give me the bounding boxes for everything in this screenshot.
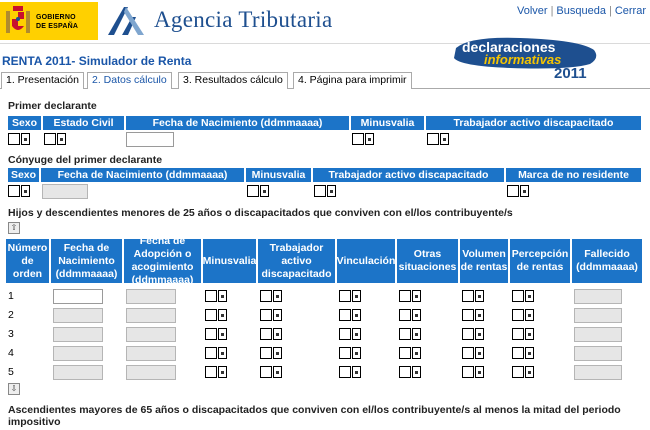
page-title: RENTA 2011- Simulador de Renta <box>2 54 192 68</box>
conyuge-no-residente-header: Marca de no residente <box>506 168 641 182</box>
hijo-percepcion-dropdown-icon[interactable] <box>525 328 534 340</box>
link-separator: | <box>550 5 554 17</box>
hijo-percepcion-dropdown-icon[interactable] <box>525 347 534 359</box>
conyuge-minusvalia-select[interactable] <box>247 185 259 197</box>
hijo-vinculacion-select[interactable] <box>339 290 351 302</box>
hijo-fecha-nac-input[interactable] <box>53 308 103 323</box>
primer-fecha-input[interactable] <box>126 132 174 147</box>
hijos-fecha-adopcion-header: Fecha de Adopción o acogimiento (ddmmaaaa) <box>124 239 202 283</box>
hijo-volumen-dropdown-icon[interactable] <box>475 290 484 302</box>
hijo-fecha-adopcion-input[interactable] <box>126 308 176 323</box>
hijos-scroll-down-icon[interactable]: ⇩ <box>8 383 20 395</box>
conyuge-no-residente-select[interactable] <box>507 185 519 197</box>
tab-datos-calculo[interactable]: 2. Datos cálculo <box>87 72 172 89</box>
conyuge-trabajador-dropdown-icon[interactable] <box>327 185 336 197</box>
primer-trabajador-dropdown-icon[interactable] <box>440 133 449 145</box>
table-row-number: 1 <box>8 290 14 302</box>
datos-calculo-panel <box>0 94 650 430</box>
link-separator: | <box>608 5 612 17</box>
gobierno-text <box>36 13 78 31</box>
hijo-minusvalia-dropdown-icon[interactable] <box>218 366 227 378</box>
hijo-volumen-select[interactable] <box>462 347 474 359</box>
hijos-percepcion-header: Percepción de rentas <box>510 239 571 283</box>
hijo-minusvalia-select[interactable] <box>205 290 217 302</box>
hijos-minusvalia-header: Minusvalia <box>203 239 257 283</box>
hijo-fecha-adopcion-input[interactable] <box>126 365 176 380</box>
hijo-vinculacion-dropdown-icon[interactable] <box>352 309 361 321</box>
hijo-trabajador-select[interactable] <box>260 328 272 340</box>
hijo-vinculacion-select[interactable] <box>339 309 351 321</box>
logo-line2: informativas <box>484 52 562 67</box>
conyuge-no-residente-dropdown-icon[interactable] <box>520 185 529 197</box>
conyuge-trabajador-header: Trabajador activo discapacitado <box>313 168 505 182</box>
conyuge-minusvalia-dropdown-icon[interactable] <box>260 185 269 197</box>
hijo-fallecido-input[interactable] <box>574 346 622 361</box>
hijo-otras-select[interactable] <box>399 366 411 378</box>
hijo-volumen-dropdown-icon[interactable] <box>475 366 484 378</box>
primer-minusvalia-select[interactable] <box>352 133 364 145</box>
conyuge-fecha-input[interactable] <box>42 184 88 199</box>
hijo-percepcion-dropdown-icon[interactable] <box>525 366 534 378</box>
hijo-vinculacion-dropdown-icon[interactable] <box>352 328 361 340</box>
hijo-minusvalia-dropdown-icon[interactable] <box>218 347 227 359</box>
primer-minusvalia-header: Minusvalia <box>351 116 425 130</box>
hijos-trabajador-header: Trabajador activo discapacitado <box>258 239 336 283</box>
conyuge-sexo-header: Sexo <box>8 168 40 182</box>
primer-estado-civil-select[interactable] <box>44 133 56 145</box>
hijo-otras-select[interactable] <box>399 347 411 359</box>
gobierno-logo <box>0 2 98 40</box>
conyuge-title: Cónyuge del primer declarante <box>8 154 163 166</box>
hijo-volumen-select[interactable] <box>462 290 474 302</box>
table-row-number: 2 <box>8 309 14 321</box>
table-row-number: 3 <box>8 328 14 340</box>
coat-of-arms-icon <box>4 5 32 37</box>
hijo-otras-dropdown-icon[interactable] <box>412 328 421 340</box>
hijo-minusvalia-dropdown-icon[interactable] <box>218 328 227 340</box>
hijos-title: Hijos y descendientes menores de 25 años o discapacitados que conviven con el/los contribuyente/s <box>8 207 513 219</box>
hijo-fallecido-input[interactable] <box>574 365 622 380</box>
hijo-vinculacion-dropdown-icon[interactable] <box>352 290 361 302</box>
conyuge-sexo-select[interactable] <box>8 185 20 197</box>
hijo-trabajador-dropdown-icon[interactable] <box>273 328 282 340</box>
hijo-volumen-select[interactable] <box>462 309 474 321</box>
hijo-vinculacion-dropdown-icon[interactable] <box>352 366 361 378</box>
hijo-fecha-adopcion-input[interactable] <box>126 289 176 304</box>
hijo-otras-dropdown-icon[interactable] <box>412 309 421 321</box>
hijo-trabajador-dropdown-icon[interactable] <box>273 366 282 378</box>
hijo-minusvalia-dropdown-icon[interactable] <box>218 309 227 321</box>
primer-fecha-header: Fecha de Nacimiento (ddmmaaaa) <box>126 116 350 130</box>
tab-bar <box>0 72 650 89</box>
hijo-vinculacion-select[interactable] <box>339 347 351 359</box>
hijo-trabajador-select[interactable] <box>260 290 272 302</box>
tab-presentacion[interactable]: 1. Presentación <box>1 72 84 89</box>
primer-estado-civil-header: Estado Civil <box>43 116 125 130</box>
hijo-otras-dropdown-icon[interactable] <box>412 366 421 378</box>
hijo-fallecido-input[interactable] <box>574 308 622 323</box>
logo-year: 2011 <box>554 65 587 80</box>
hijo-fallecido-input[interactable] <box>574 289 622 304</box>
primer-trabajador-select[interactable] <box>427 133 439 145</box>
hijo-trabajador-select[interactable] <box>260 347 272 359</box>
hijo-percepcion-select[interactable] <box>512 347 524 359</box>
hijos-fallecido-header: Fallecido (ddmmaaaa) <box>572 239 642 283</box>
hijo-minusvalia-select[interactable] <box>205 309 217 321</box>
hijo-vinculacion-dropdown-icon[interactable] <box>352 347 361 359</box>
hijo-fallecido-input[interactable] <box>574 327 622 342</box>
hijo-percepcion-dropdown-icon[interactable] <box>525 309 534 321</box>
volver-link[interactable]: Volver <box>516 5 548 17</box>
primer-sexo-dropdown-icon[interactable] <box>21 133 30 145</box>
primer-sexo-select[interactable] <box>8 133 20 145</box>
hijo-volumen-select[interactable] <box>462 366 474 378</box>
logo-line1: declaraciones <box>462 39 556 55</box>
hijo-vinculacion-select[interactable] <box>339 328 351 340</box>
primer-trabajador-header: Trabajador activo discapacitado <box>426 116 641 130</box>
hijo-fecha-adopcion-input[interactable] <box>126 327 176 342</box>
hijo-fecha-nac-input[interactable] <box>53 289 103 304</box>
table-row-number: 5 <box>8 366 14 378</box>
conyuge-trabajador-select[interactable] <box>314 185 326 197</box>
tab-pagina-imprimir[interactable]: 4. Página para imprimir <box>293 72 412 89</box>
hijo-percepcion-dropdown-icon[interactable] <box>525 290 534 302</box>
agency-title: Agencia Tributaria <box>154 7 333 32</box>
conyuge-fecha-header: Fecha de Nacimiento (ddmmaaaa) <box>41 168 245 182</box>
hijo-fecha-nac-input[interactable] <box>53 327 103 342</box>
busqueda-link[interactable]: Busqueda <box>556 5 606 17</box>
primer-declarante-title: Primer declarante <box>8 100 97 112</box>
hijo-trabajador-select[interactable] <box>260 309 272 321</box>
hijos-fecha-nac-header: Fecha de Nacimiento (ddmmaaaa) <box>51 239 123 283</box>
hijos-scroll-up-icon[interactable]: ⇧ <box>8 222 20 234</box>
hijos-orden-header: Número de orden <box>6 239 50 283</box>
hijo-percepcion-select[interactable] <box>512 290 524 302</box>
cerrar-link[interactable]: Cerrar <box>614 5 646 17</box>
hijo-trabajador-dropdown-icon[interactable] <box>273 347 282 359</box>
hijo-otras-dropdown-icon[interactable] <box>412 347 421 359</box>
gov-line2: DE ESPAÑA <box>36 23 79 30</box>
hijo-volumen-dropdown-icon[interactable] <box>475 347 484 359</box>
hijo-vinculacion-select[interactable] <box>339 366 351 378</box>
hijo-minusvalia-dropdown-icon[interactable] <box>218 290 227 302</box>
hijo-fecha-adopcion-input[interactable] <box>126 346 176 361</box>
ascendientes-title: Ascendientes mayores de 65 años o discapacitados que conviven con el/los contribuyente/s al menos la mitad del periodo impositivo <box>8 404 621 428</box>
top-links <box>517 5 646 17</box>
hijo-trabajador-dropdown-icon[interactable] <box>273 290 282 302</box>
hijos-vinculacion-header: Vinculación <box>337 239 396 283</box>
hijo-percepcion-select[interactable] <box>512 328 524 340</box>
conyuge-sexo-dropdown-icon[interactable] <box>21 185 30 197</box>
hijo-volumen-dropdown-icon[interactable] <box>475 309 484 321</box>
hijo-otras-select[interactable] <box>399 328 411 340</box>
hijo-otras-select[interactable] <box>399 309 411 321</box>
hijo-percepcion-select[interactable] <box>512 366 524 378</box>
gov-line1: GOBIERNO <box>36 14 76 21</box>
hijo-percepcion-select[interactable] <box>512 309 524 321</box>
hijo-minusvalia-select[interactable] <box>205 347 217 359</box>
hijo-minusvalia-select[interactable] <box>205 366 217 378</box>
hijo-fecha-nac-input[interactable] <box>53 346 103 361</box>
hijos-volumen-header: Volumen de rentas <box>460 239 509 283</box>
hijo-otras-dropdown-icon[interactable] <box>412 290 421 302</box>
tab-resultados-calculo[interactable]: 3. Resultados cálculo <box>178 72 288 89</box>
table-row-number: 4 <box>8 347 14 359</box>
hijo-trabajador-select[interactable] <box>260 366 272 378</box>
conyuge-minusvalia-header: Minusvalia <box>246 168 312 182</box>
hijo-fecha-nac-input[interactable] <box>53 365 103 380</box>
primer-sexo-header: Sexo <box>8 116 42 130</box>
hijo-otras-select[interactable] <box>399 290 411 302</box>
primer-estado-civil-dropdown-icon[interactable] <box>57 133 66 145</box>
primer-minusvalia-dropdown-icon[interactable] <box>365 133 374 145</box>
hijo-minusvalia-select[interactable] <box>205 328 217 340</box>
hijos-otras-header: Otras situaciones <box>397 239 459 283</box>
agencia-tributaria-logo-icon <box>104 4 146 38</box>
hijo-volumen-dropdown-icon[interactable] <box>475 328 484 340</box>
hijo-volumen-select[interactable] <box>462 328 474 340</box>
hijo-trabajador-dropdown-icon[interactable] <box>273 309 282 321</box>
